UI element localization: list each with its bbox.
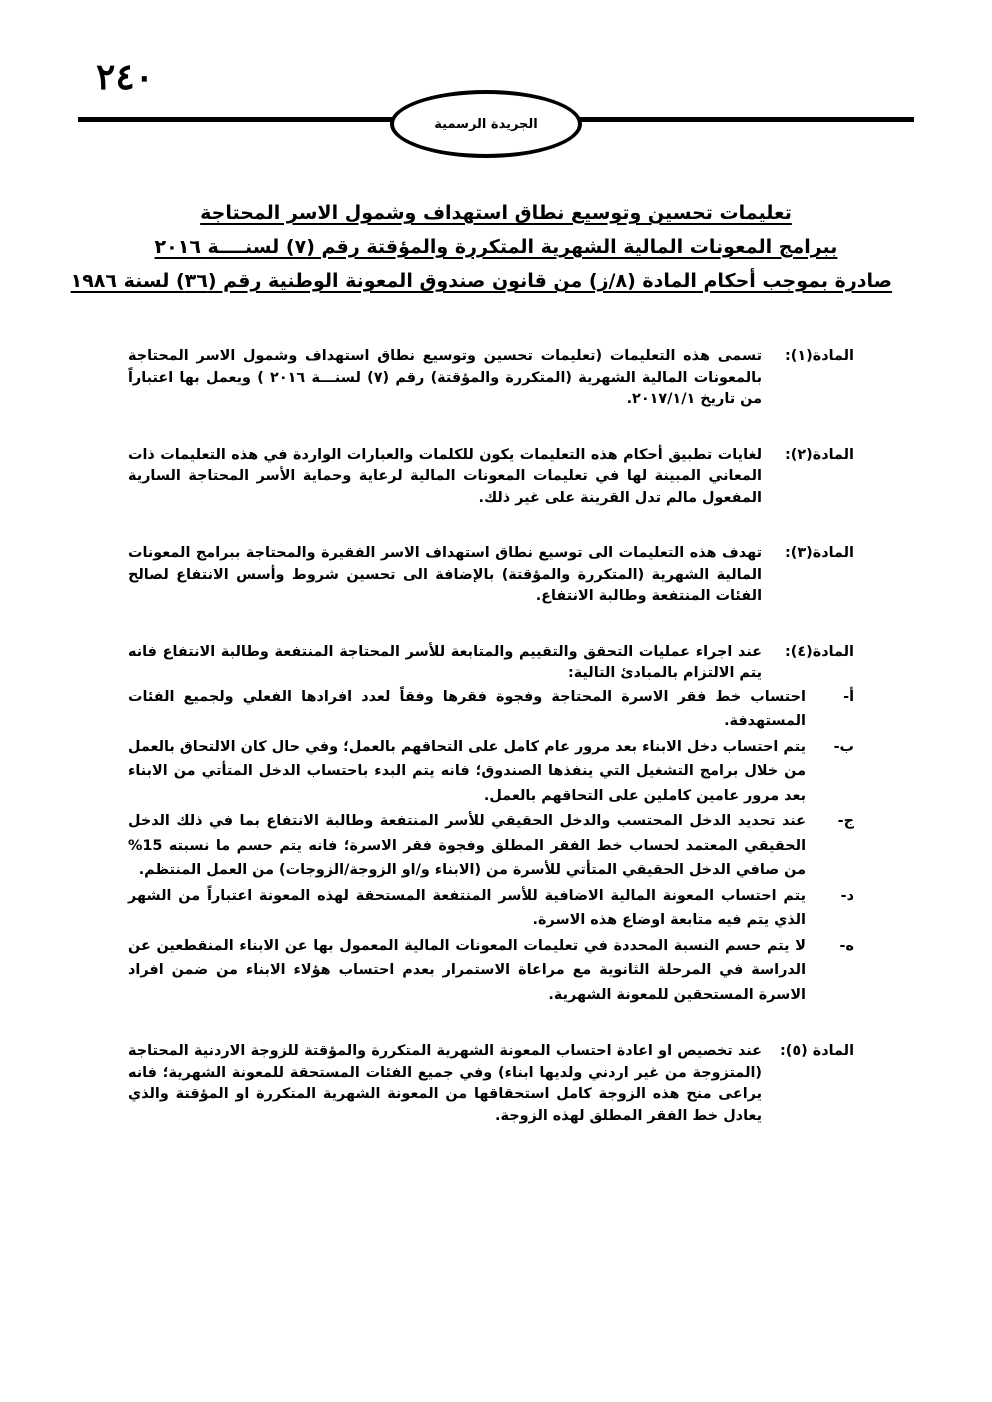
title-line-2: ببرامج المعونات المالية الشهرية المتكررة والمؤقتة رقم (٧) لسنــــة ٢٠١٦ bbox=[154, 236, 838, 258]
principle-item bbox=[128, 685, 854, 734]
article-4-intro bbox=[128, 642, 854, 685]
article-1 bbox=[128, 346, 854, 411]
principle-item bbox=[128, 934, 854, 1008]
principle-text: احتساب خط فقر الاسرة المحتاجة وفجوة فقرها وفقاً لعدد افرادها الفعلي ولجميع الفئات المستهدفة. bbox=[128, 688, 806, 729]
page-number: ٢٤٠ bbox=[96, 56, 155, 98]
principle-text: عند تحديد الدخل المحتسب والدخل الحقيقي للأسر المنتفعة وطالبة الانتفاع بما في ذلك الدخل الحقيقي المعتمد لحساب خط الفقر المطلق وفجوة فقر الاسرة؛ فانه يتم حسم ما نسبته 15% من صافي الدخل الحقيقي المتأتي للأسرة من (الابناء و/او الزوجة/الزوجات) من العمل المنتظم. bbox=[128, 813, 806, 878]
article-3 bbox=[128, 543, 854, 608]
article-text: لغايات تطبيق أحكام هذه التعليمات يكون للكلمات والعبارات الواردة في هذه التعليمات ذات المعاني المبينة لها في تعليمات المعونات المالية لرعاية وحماية الأسر المحتاجة السارية المفعول مالم تدل القرينة على غير ذلك. bbox=[128, 446, 762, 506]
articles bbox=[128, 346, 854, 1161]
principle-letter: د- bbox=[840, 887, 854, 904]
article-2 bbox=[128, 445, 854, 510]
article-label: المادة(٤): bbox=[785, 643, 854, 660]
article-text: عند اجراء عمليات التحقق والتقييم والمتابعة للأسر المحتاجة المنتفعة وطالبة الانتفاع فانه يتم الالتزام بالمبادئ التالية: bbox=[128, 643, 762, 681]
principle-text: لا يتم حسم النسبة المحددة في تعليمات المعونات المالية المعمول بها عن الابناء المنقطعين عن الدراسة في المرحلة الثانوية مع مراعاة الاستمرار بعدم احتساب هؤلاء الابناء من ضمن افراد الاسرة المستحقين للمعونة الشهرية. bbox=[128, 937, 806, 1003]
article-label: المادة(١): bbox=[785, 348, 854, 364]
article-label: المادة(٢): bbox=[785, 446, 854, 463]
principle-item bbox=[128, 809, 854, 883]
article-label: المادة (٥): bbox=[780, 1043, 854, 1059]
principles-list bbox=[128, 685, 854, 1008]
principle-text: يتم احتساب المعونة المالية الاضافية للأسر المنتفعة المستحقة لهذه المعونة اعتباراً من الشهر الذي يتم فيه متابعة اوضاع هذه الاسرة. bbox=[128, 887, 806, 928]
principle-letter: أ- bbox=[843, 688, 854, 705]
article-text: تهدف هذه التعليمات الى توسيع نطاق استهداف الاسر الفقيرة والمحتاجة ببرامج المعونات المالية الشهرية (المتكررة والمؤقتة) بالإضافة الى تحسين شروط وأسس الانتفاع لصالح الفئات المنتفعة وطالبة الانتفاع. bbox=[128, 545, 762, 604]
principle-text: يتم احتساب دخل الابناء بعد مرور عام كامل على التحاقهم بالعمل؛ وفي حال كان الالتحاق بالعمل من خلال برامج التشغيل التي ينفذها الصندوق؛ فانه يتم البدء باحتساب الدخل المتأتي من الابناء بعد مرور عامين كاملين على التحاقهم بالعمل. bbox=[128, 738, 806, 804]
document-title bbox=[70, 196, 892, 298]
article-text: عند تخصيص او اعادة احتساب المعونة الشهرية المتكررة والمؤقتة للزوجة الاردنية المحتاجة (المتزوجة من غير اردني ولديها ابناء) وفي جميع الفئات المستحقة للمعونة الشهرية؛ فانه يراعى منح هذه الزوجة كامل استحقاقها من المعونة الشهرية المتكررة او المؤقتة والذي يعادل خط الفقر المطلق لهذه الزوجة. bbox=[128, 1043, 762, 1124]
gazette-name-oval bbox=[390, 90, 582, 158]
title-line-3: صادرة بموجب أحكام المادة (٨/ز) من قانون صندوق المعونة الوطنية رقم (٣٦) لسنة ١٩٨٦ bbox=[70, 270, 892, 292]
principle-item bbox=[128, 884, 854, 933]
principle-letter: ه- bbox=[839, 937, 854, 954]
article-text: تسمى هذه التعليمات (تعليمات تحسين وتوسيع نطاق استهداف وشمول الاسر المحتاجة بالمعونات المالية الشهرية (المتكررة والمؤقتة) رقم (٧) لسنـــة ٢٠١٦ ) ويعمل بها اعتباراً من تاريخ ٢٠١٧/١/١. bbox=[128, 348, 762, 407]
gazette-name: الجريدة الرسمية bbox=[434, 116, 538, 132]
principle-item bbox=[128, 735, 854, 809]
title-line-1: تعليمات تحسين وتوسيع نطاق استهداف وشمول الاسر المحتاجة bbox=[200, 202, 792, 224]
article-5 bbox=[128, 1041, 854, 1127]
article-label: المادة(٣): bbox=[785, 545, 854, 561]
article-4 bbox=[128, 642, 854, 1008]
principle-letter: ب- bbox=[833, 738, 854, 755]
principle-letter: ج- bbox=[837, 813, 854, 829]
